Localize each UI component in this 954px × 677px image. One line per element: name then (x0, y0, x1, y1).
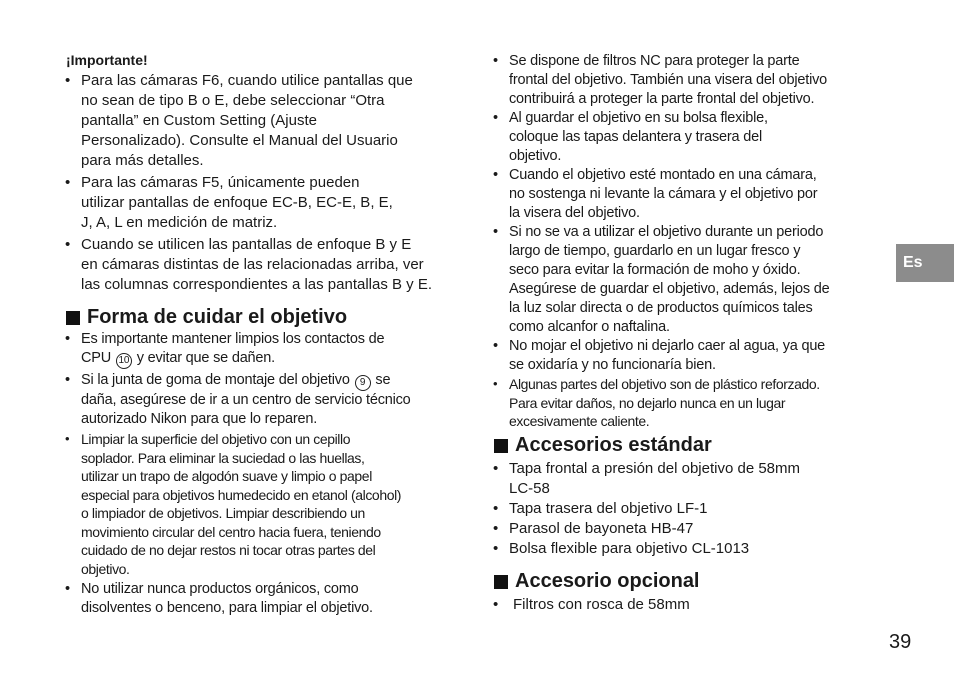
standard-accessories-list (492, 459, 892, 559)
language-tab: Es (896, 244, 954, 282)
bullet: • (65, 581, 70, 597)
list-item: • Para las cámaras F6, cuando utilice pantallas que no sean de tipo B o E, debe seleccionar “Otra pantalla” en Custom Setting (Ajuste Personalizado). Consulte el Manual del Usuario para más detalles. (65, 72, 413, 169)
list-item: • Tapa frontal a presión del objetivo de 58mm LC-58 (493, 460, 801, 497)
bullet: • (493, 167, 498, 183)
bullet: • (65, 72, 71, 89)
list-item: • Si no se va a utilizar el objetivo durante un periodo largo de tiempo, guardarlo en un lugar fresco y seco para evitar la formación de moho y óxido. Asegúrese de guardar el objetivo, además, lejos de la luz solar directa o de productos químicos tales como alcanfor o naftalina. (493, 224, 830, 335)
bullet: • (65, 174, 71, 191)
list-item: • Para las cámaras F5, únicamente pueden utilizar pantallas de enfoque EC-B, EC-E, B, E, J, A, L en medición de matriz. (65, 174, 393, 231)
care-list-continued (492, 52, 892, 431)
bullet: • (493, 338, 498, 354)
important-title: ¡Importante! (66, 52, 148, 68)
bullet: • (65, 372, 70, 388)
optional-accessory-heading: Accesorio opcional (494, 570, 700, 593)
bullet: • (493, 596, 499, 613)
page-number: 39 (889, 631, 912, 653)
bullet: • (493, 460, 499, 477)
bullet: • (65, 331, 70, 347)
list-item: • Se dispone de filtros NC para proteger la parte frontal del objetivo. También una visera del objetivo contribuirá a proteger la parte frontal del objetivo. (493, 53, 828, 107)
bullet: • (493, 53, 498, 69)
optional-accessory-list (492, 595, 892, 615)
list-item: • Parasol de bayoneta HB-47 (493, 520, 694, 537)
list-item: • Filtros con rosca de 58mm (493, 596, 690, 613)
bullet: • (65, 431, 70, 446)
standard-accessories-heading: Accesorios estándar (494, 434, 712, 457)
list-item: • Es importante mantener limpios los contactos de CPU 10 y evitar que se dañen. (64, 330, 464, 369)
list-item: • Si la junta de goma de montaje del objetivo 9 se daña, asegúrese de ir a un centro de servicio técnico autorizado Nikon para que lo reparen. (65, 372, 411, 427)
care-list (64, 330, 464, 618)
care-heading: Forma de cuidar el objetivo (66, 306, 347, 329)
bullet: • (65, 236, 71, 253)
heading-square-icon (66, 311, 80, 325)
list-item: • Limpiar la superficie del objetivo con un cepillo soplador. Para eliminar la suciedad o las huellas, utilizar un trapo de algodón suave y limpio o papel especial para objetivos humedecido en etanol (alcohol) o limpiador de objetivos. Limpiar describiendo un movimiento circular del centro hacia fuera, teniendo cuidado de no dejar restos ni tocar otras partes del objetivo. (65, 431, 402, 577)
important-list (64, 71, 464, 295)
heading-square-icon (494, 439, 508, 453)
list-item: • Algunas partes del objetivo son de plástico reforzado. Para evitar daños, no dejarlo nunca en un lugar excesivamente caliente. (493, 376, 820, 429)
list-item: • Tapa trasera del objetivo LF-1 (493, 500, 708, 517)
bullet: • (493, 500, 499, 517)
heading-square-icon (494, 575, 508, 589)
bullet: • (493, 110, 498, 126)
list-item: • Bolsa flexible para objetivo CL-1013 (493, 540, 750, 557)
bullet: • (493, 540, 499, 557)
bullet: • (493, 224, 498, 240)
list-item: • Cuando se utilicen las pantallas de enfoque B y E en cámaras distintas de las relacionadas arriba, ver las columnas correspondientes a las pantallas B y E. (65, 236, 433, 293)
list-item: • Cuando el objetivo esté montado en una cámara, no sostenga ni levante la cámara y el objetivo por la visera del objetivo. (493, 167, 818, 221)
list-item: • Al guardar el objetivo en su bolsa flexible, coloque las tapas delantera y trasera del objetivo. (493, 110, 768, 164)
circled-number-10-icon: 10 (116, 353, 132, 369)
list-item: • No mojar el objetivo ni dejarlo caer al agua, ya que se oxidaría y no funcionaría bien. (493, 338, 826, 373)
bullet: • (493, 376, 498, 391)
bullet: • (493, 520, 499, 537)
list-item: • No utilizar nunca productos orgánicos, como disolventes o benceno, para limpiar el objetivo. (65, 581, 373, 616)
circled-number-9-icon: 9 (355, 375, 371, 391)
